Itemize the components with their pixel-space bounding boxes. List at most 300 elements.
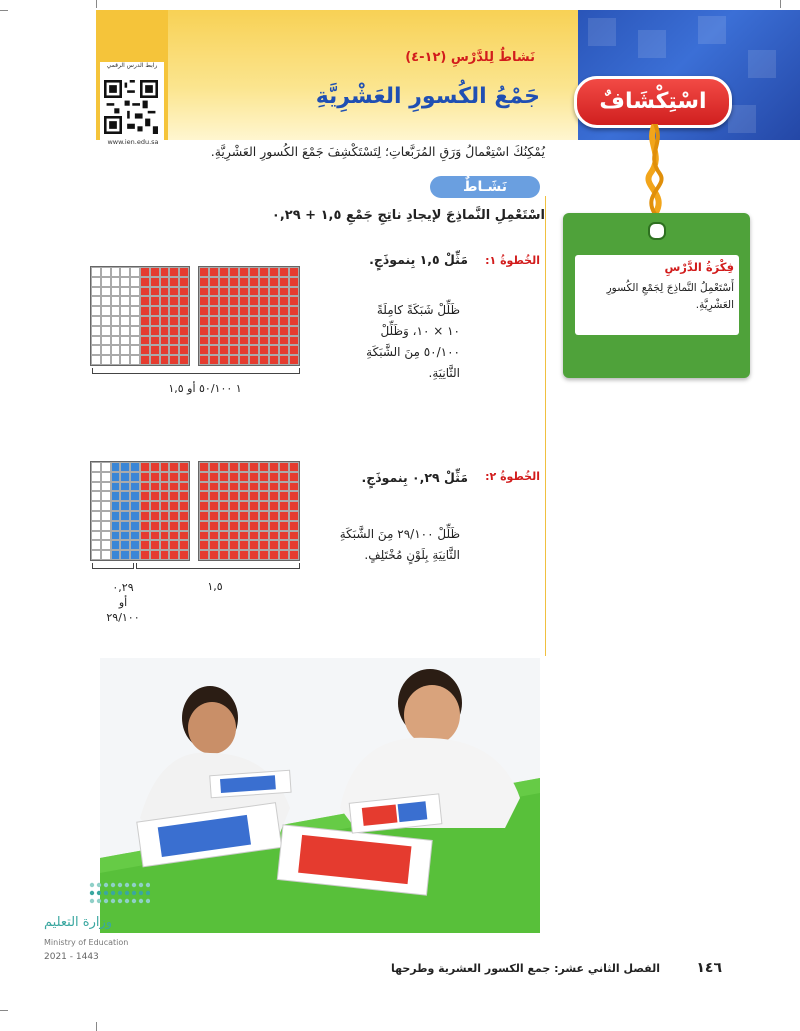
grid-cell: [239, 540, 249, 550]
grid-cell: [199, 267, 209, 277]
grid-cell: [269, 355, 279, 365]
grid-cell: [259, 482, 269, 492]
caption-line: ٢٩/١٠٠: [106, 611, 140, 624]
grid-cell: [199, 326, 209, 336]
grid-cell: [150, 306, 160, 316]
logo-dot: [97, 899, 101, 903]
tag-cord-icon: [640, 124, 670, 214]
grid-cell: [289, 511, 299, 521]
grid-cell: [199, 531, 209, 541]
header-band-middle: [168, 10, 578, 140]
grid-cell: [199, 511, 209, 521]
grid-cell: [269, 472, 279, 482]
grid-cell: [150, 277, 160, 287]
grid-cell: [259, 501, 269, 511]
grid-cell: [111, 482, 121, 492]
grid-cell: [179, 482, 189, 492]
lesson-idea-text: أَسْتَعْمِلُ النَّماذِجَ لِجَمْعِ الكُسورِ العَشْرِيَّةِ.: [606, 282, 734, 311]
logo-dot: [125, 891, 129, 895]
grid-cell: [179, 316, 189, 326]
grid-cell: [209, 345, 219, 355]
grid-cell: [160, 550, 170, 560]
grid-cell: [101, 491, 111, 501]
grid-cell: [150, 345, 160, 355]
qr-url[interactable]: www.ien.edu.sa: [107, 138, 159, 146]
grid-cell: [120, 336, 130, 346]
grid-cell: [219, 521, 229, 531]
grid-cell: [269, 501, 279, 511]
grid-cell: [279, 521, 289, 531]
grid-cell: [229, 287, 239, 297]
grid-cell: [199, 501, 209, 511]
grid-cell: [101, 306, 111, 316]
grid-cell: [101, 345, 111, 355]
grid-cell: [160, 462, 170, 472]
grid-cell: [169, 336, 179, 346]
grid-cell: [140, 306, 150, 316]
grid-cell: [249, 550, 259, 560]
grid-cell: [229, 277, 239, 287]
grid-cell: [269, 336, 279, 346]
step-1-text: مَثِّلْ ١,٥ بِنموذَجٍ.: [369, 252, 468, 267]
grid-cell: [199, 287, 209, 297]
grid-cell: [169, 316, 179, 326]
grid-cell: [179, 511, 189, 521]
lesson-title: جَمْعُ الكُسورِ العَشْرِيَّةِ: [315, 84, 540, 109]
grid-cell: [279, 306, 289, 316]
grid-cell: [101, 550, 111, 560]
grid-cell: [219, 540, 229, 550]
grid-cell: [130, 316, 140, 326]
grid-cell: [279, 296, 289, 306]
grid-cell: [239, 511, 249, 521]
grid-cell: [101, 267, 111, 277]
grid-cell: [259, 462, 269, 472]
grid-cell: [160, 521, 170, 531]
grid-cell: [111, 345, 121, 355]
grid-cell: [209, 472, 219, 482]
grid-cell: [239, 306, 249, 316]
grid-cell: [140, 511, 150, 521]
grid-cell: [259, 296, 269, 306]
grid-cell: [279, 531, 289, 541]
grid-cell: [179, 306, 189, 316]
grid-cell: [140, 316, 150, 326]
intro-text: يُمْكِنُكَ اسْتِعْمالُ وَرَقِ المُرَبَّعاتِ؛ لِتَسْتَكْشِفَ جَمْعَ الكُسورِ العَشْرِيَّةِ.: [210, 144, 545, 159]
grid-cell: [219, 482, 229, 492]
logo-dot: [104, 899, 108, 903]
grid-cell: [160, 267, 170, 277]
step-2-brace-right: [136, 563, 300, 569]
grid-cell: [130, 345, 140, 355]
grid-cell: [169, 306, 179, 316]
grid-cell: [169, 521, 179, 531]
grid-cell: [120, 316, 130, 326]
grid-cell: [130, 355, 140, 365]
grid-cell: [120, 296, 130, 306]
step-1-label: الخُطوةُ ١:: [485, 254, 540, 267]
grid-cell: [120, 472, 130, 482]
grid-cell: [160, 540, 170, 550]
grid-cell: [239, 316, 249, 326]
grid-cell: [239, 345, 249, 355]
grid-cell: [130, 491, 140, 501]
grid-cell: [150, 501, 160, 511]
grid-cell: [111, 511, 121, 521]
grid-cell: [229, 267, 239, 277]
grid-cell: [150, 472, 160, 482]
grid-cell: [229, 550, 239, 560]
grid-cell: [199, 277, 209, 287]
grid-cell: [259, 540, 269, 550]
grid-cell: [279, 277, 289, 287]
grid-cell: [179, 336, 189, 346]
grid-cell: [169, 491, 179, 501]
grid-cell: [259, 550, 269, 560]
grid-cell: [140, 482, 150, 492]
step-2-grid-left: [90, 461, 190, 561]
step-1-grid-right: [198, 266, 300, 366]
grid-cell: [111, 296, 121, 306]
grid-cell: [179, 277, 189, 287]
grid-cell: [229, 511, 239, 521]
grid-cell: [249, 316, 259, 326]
grid-cell: [219, 267, 229, 277]
grid-cell: [179, 491, 189, 501]
grid-cell: [279, 316, 289, 326]
grid-cell: [169, 472, 179, 482]
grid-cell: [269, 326, 279, 336]
grid-cell: [239, 550, 249, 560]
grid-cell: [279, 501, 289, 511]
grid-cell: [179, 296, 189, 306]
grid-cell: [179, 531, 189, 541]
grid-cell: [239, 355, 249, 365]
grid-cell: [169, 287, 179, 297]
grid-cell: [120, 531, 130, 541]
grid-cell: [269, 306, 279, 316]
step-2-body: [300, 524, 460, 566]
grid-cell: [239, 531, 249, 541]
grid-cell: [111, 267, 121, 277]
grid-cell: [150, 296, 160, 306]
lesson-idea-title: فِكْرَةُ الدَّرْسِ: [664, 260, 734, 274]
grid-cell: [140, 491, 150, 501]
grid-cell: [229, 491, 239, 501]
grid-cell: [219, 306, 229, 316]
grid-cell: [179, 462, 189, 472]
grid-cell: [269, 531, 279, 541]
grid-cell: [140, 296, 150, 306]
grid-cell: [209, 531, 219, 541]
column-divider: [545, 196, 546, 656]
grid-cell: [111, 326, 121, 336]
grid-cell: [289, 491, 299, 501]
grid-cell: [259, 267, 269, 277]
activity-instruction: اسْتَعْمِلِ النَّماذِجَ لإيجادِ ناتِجِ جَمْعِ ١,٥ + ٠,٢٩: [271, 208, 545, 223]
grid-cell: [169, 531, 179, 541]
grid-cell: [140, 462, 150, 472]
grid-cell: [279, 355, 289, 365]
grid-cell: [209, 540, 219, 550]
grid-cell: [239, 336, 249, 346]
grid-cell: [249, 482, 259, 492]
grid-cell: [150, 326, 160, 336]
grid-cell: [289, 277, 299, 287]
qr-code-icon[interactable]: [104, 80, 158, 134]
grid-cell: [289, 306, 299, 316]
grid-cell: [249, 296, 259, 306]
grid-cell: [229, 501, 239, 511]
grid-cell: [259, 345, 269, 355]
grid-cell: [229, 531, 239, 541]
grid-cell: [150, 355, 160, 365]
grid-cell: [150, 462, 160, 472]
grid-cell: [169, 462, 179, 472]
grid-cell: [91, 355, 101, 365]
grid-cell: [229, 462, 239, 472]
grid-cell: [179, 326, 189, 336]
grid-cell: [111, 306, 121, 316]
grid-cell: [91, 501, 101, 511]
grid-cell: [249, 277, 259, 287]
grid-cell: [279, 550, 289, 560]
grid-cell: [259, 277, 269, 287]
grid-cell: [91, 267, 101, 277]
grid-cell: [269, 491, 279, 501]
grid-cell: [199, 316, 209, 326]
grid-cell: [120, 511, 130, 521]
grid-cell: [249, 306, 259, 316]
grid-cell: [269, 550, 279, 560]
grid-cell: [120, 355, 130, 365]
grid-cell: [199, 491, 209, 501]
grid-cell: [199, 345, 209, 355]
grid-cell: [229, 316, 239, 326]
grid-cell: [111, 531, 121, 541]
grid-cell: [239, 521, 249, 531]
grid-cell: [249, 345, 259, 355]
grid-cell: [229, 472, 239, 482]
grid-cell: [111, 316, 121, 326]
grid-cell: [169, 296, 179, 306]
grid-cell: [101, 316, 111, 326]
grid-cell: [130, 277, 140, 287]
grid-cell: [209, 521, 219, 531]
grid-cell: [91, 550, 101, 560]
logo-dot: [97, 891, 101, 895]
grid-cell: [219, 472, 229, 482]
grid-cell: [130, 472, 140, 482]
grid-cell: [239, 462, 249, 472]
grid-cell: [111, 355, 121, 365]
grid-cell: [91, 345, 101, 355]
logo-dot: [104, 883, 108, 887]
grid-cell: [269, 511, 279, 521]
grid-cell: [239, 326, 249, 336]
grid-cell: [269, 345, 279, 355]
ministry-name-ar: وزارة التعليم: [44, 915, 113, 930]
grid-cell: [160, 511, 170, 521]
step-2-body-line: الثَّانِيَةِ بِلَوْنٍ مُخْتَلِفٍ.: [364, 548, 460, 562]
grid-cell: [209, 462, 219, 472]
grid-cell: [239, 491, 249, 501]
grid-cell: [169, 326, 179, 336]
grid-cell: [101, 472, 111, 482]
grid-cell: [160, 491, 170, 501]
ministry-year: 2021 - 1443: [44, 952, 99, 962]
grid-cell: [91, 336, 101, 346]
grid-cell: [169, 540, 179, 550]
grid-cell: [140, 550, 150, 560]
grid-cell: [120, 540, 130, 550]
grid-cell: [199, 355, 209, 365]
grid-cell: [199, 482, 209, 492]
grid-cell: [259, 472, 269, 482]
grid-cell: [219, 277, 229, 287]
grid-cell: [249, 540, 259, 550]
grid-cell: [169, 501, 179, 511]
grid-cell: [219, 316, 229, 326]
grid-cell: [239, 482, 249, 492]
grid-cell: [229, 521, 239, 531]
grid-cell: [279, 326, 289, 336]
grid-cell: [209, 267, 219, 277]
grid-cell: [259, 491, 269, 501]
grid-cell: [91, 316, 101, 326]
ministry-name-en: Ministry of Education: [44, 938, 129, 947]
grid-cell: [199, 540, 209, 550]
grid-cell: [289, 326, 299, 336]
grid-cell: [209, 501, 219, 511]
grid-cell: [289, 267, 299, 277]
grid-cell: [111, 550, 121, 560]
students-illustration: [100, 658, 540, 933]
grid-cell: [140, 521, 150, 531]
grid-cell: [160, 482, 170, 492]
grid-cell: [130, 287, 140, 297]
grid-cell: [249, 491, 259, 501]
grid-cell: [239, 296, 249, 306]
grid-cell: [160, 296, 170, 306]
grid-cell: [111, 472, 121, 482]
grid-cell: [259, 316, 269, 326]
grid-cell: [289, 472, 299, 482]
logo-dot: [146, 891, 150, 895]
grid-cell: [219, 491, 229, 501]
grid-cell: [279, 491, 289, 501]
grid-cell: [209, 491, 219, 501]
grid-cell: [150, 540, 160, 550]
grid-cell: [279, 482, 289, 492]
logo-dot: [132, 883, 136, 887]
grid-cell: [111, 540, 121, 550]
logo-dot: [132, 891, 136, 895]
grid-cell: [289, 531, 299, 541]
grid-cell: [140, 267, 150, 277]
grid-cell: [209, 296, 219, 306]
activity-badge: نَشَـاطٌ: [430, 176, 540, 198]
grid-cell: [120, 267, 130, 277]
grid-cell: [219, 462, 229, 472]
grid-cell: [120, 277, 130, 287]
grid-cell: [130, 336, 140, 346]
grid-cell: [229, 355, 239, 365]
grid-cell: [130, 540, 140, 550]
grid-cell: [169, 511, 179, 521]
grid-cell: [160, 472, 170, 482]
logo-dot: [97, 883, 101, 887]
grid-cell: [150, 491, 160, 501]
grid-cell: [150, 267, 160, 277]
grid-cell: [91, 296, 101, 306]
logo-dot: [146, 899, 150, 903]
grid-cell: [199, 306, 209, 316]
grid-cell: [160, 277, 170, 287]
logo-dot: [139, 891, 143, 895]
grid-cell: [249, 326, 259, 336]
grid-cell: [219, 531, 229, 541]
grid-cell: [249, 531, 259, 541]
step-2-label: الخُطوةُ ٢:: [485, 470, 540, 483]
grid-cell: [179, 540, 189, 550]
grid-cell: [229, 336, 239, 346]
grid-cell: [209, 277, 219, 287]
grid-cell: [259, 521, 269, 531]
grid-cell: [219, 326, 229, 336]
grid-cell: [209, 287, 219, 297]
grid-cell: [279, 336, 289, 346]
grid-cell: [229, 482, 239, 492]
grid-cell: [120, 287, 130, 297]
grid-cell: [169, 482, 179, 492]
grid-cell: [239, 277, 249, 287]
grid-cell: [249, 336, 259, 346]
grid-cell: [120, 462, 130, 472]
grid-cell: [150, 336, 160, 346]
grid-cell: [140, 287, 150, 297]
grid-cell: [130, 482, 140, 492]
step-1-grid-left: [90, 266, 190, 366]
grid-cell: [91, 277, 101, 287]
grid-cell: [239, 267, 249, 277]
grid-cell: [209, 355, 219, 365]
step-2-text: مَثِّلْ ٠,٢٩ بِنموذَجٍ.: [361, 470, 468, 485]
grid-cell: [120, 306, 130, 316]
grid-cell: [130, 550, 140, 560]
logo-dot: [139, 899, 143, 903]
tag-hole: [648, 222, 666, 240]
grid-cell: [259, 355, 269, 365]
grid-cell: [239, 501, 249, 511]
grid-cell: [199, 462, 209, 472]
grid-cell: [199, 296, 209, 306]
grid-cell: [179, 345, 189, 355]
grid-cell: [140, 355, 150, 365]
logo-dot: [90, 883, 94, 887]
grid-cell: [169, 267, 179, 277]
grid-cell: [130, 511, 140, 521]
grid-cell: [289, 296, 299, 306]
grid-cell: [229, 345, 239, 355]
grid-cell: [289, 482, 299, 492]
grid-cell: [199, 550, 209, 560]
grid-cell: [289, 336, 299, 346]
grid-cell: [169, 345, 179, 355]
grid-cell: [101, 482, 111, 492]
logo-dot: [118, 891, 122, 895]
grid-cell: [269, 482, 279, 492]
